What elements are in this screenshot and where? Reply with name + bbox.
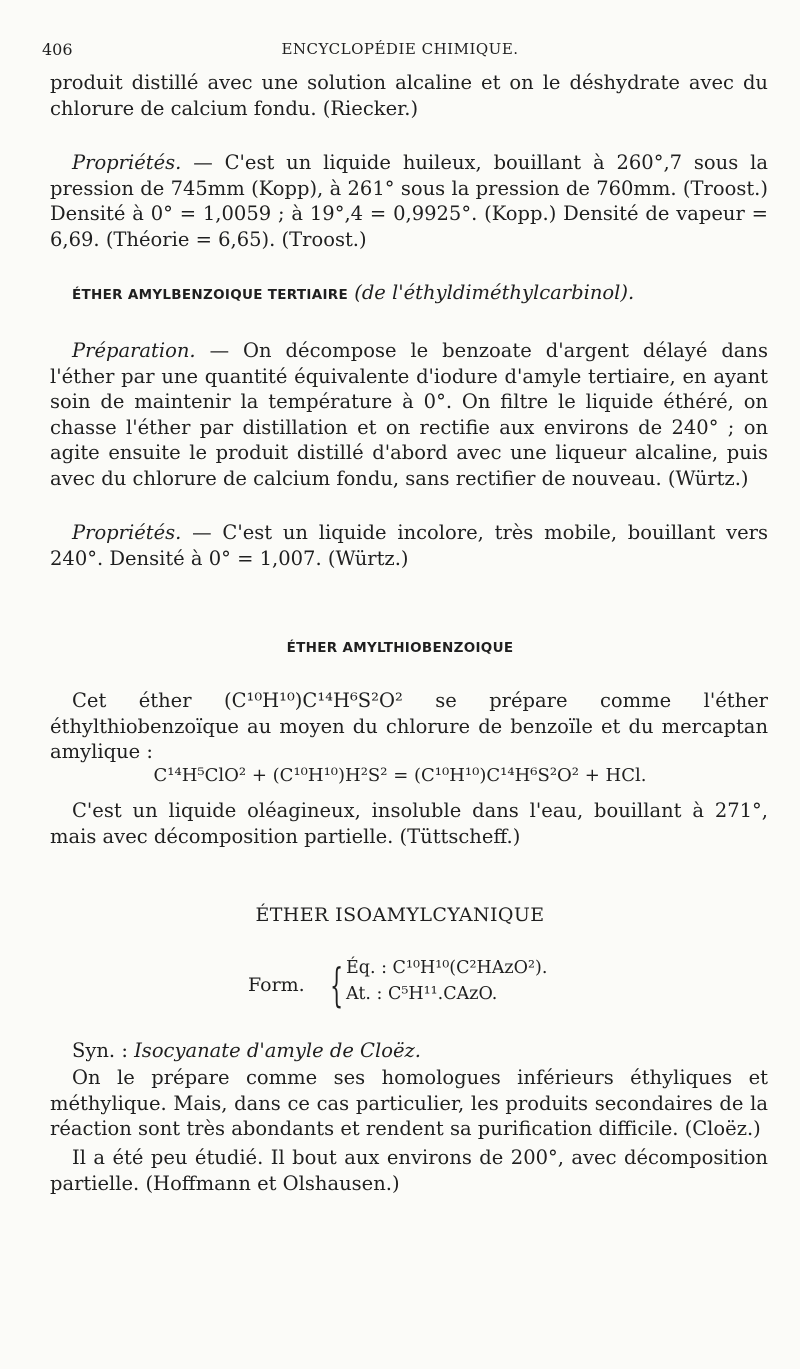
preparation-text: — On décompose le benzoate d'argent délayé dans l'éther par une quantité équivalente d'iodure d'amyle tertiaire, en ayant soin de maintenir la température à 0°. On filtre le liquide éthéré, on chasse l'éther par distillation et on rectifie aux environs de 240° ; on agite ensuite le produit distillé d'abord avec une liqueur alcaline, puis avec du chlorure de calcium fondu, sans rectifier de nouveau. (Würtz.) — [50, 339, 768, 490]
properties-paragraph-2 — [50, 520, 768, 571]
properties-label-2: Propriétés. — [72, 521, 182, 544]
section-title-amylthiobenzoique: ÉTHER AMYLTHIOBENZOIQUE — [286, 640, 514, 656]
thio-properties-text: C'est un liquide oléagineux, insoluble dans l'eau, bouillant à 271°, mais avec décomposition partielle. (Tüttscheff.) — [50, 799, 768, 848]
synonym-text: Isocyanate d'amyle de Cloëz. — [134, 1039, 421, 1062]
thio-properties-paragraph — [50, 798, 768, 849]
curly-brace: { — [330, 958, 344, 1012]
section-subtitle: (de l'éthyldiméthylcarbinol). — [354, 281, 635, 304]
formula-block — [0, 958, 800, 1014]
formula-equivalent: Éq. : C¹⁰H¹⁰(C²HAzO²). — [346, 958, 548, 978]
intro-paragraph — [50, 70, 768, 121]
running-header — [0, 40, 800, 64]
running-title: ENCYCLOPÉDIE CHIMIQUE. — [281, 40, 519, 58]
formula-atomic: At. : C⁵H¹¹.CAzO. — [346, 984, 498, 1004]
thio-text: Cet éther (C¹⁰H¹⁰)C¹⁴H⁶S²O² se prépare comme l'éther éthylthiobenzoïque au moyen du chlorure de benzoïle et du mercaptan amylique : — [50, 689, 768, 763]
section-heading-tertiary — [50, 280, 768, 309]
isoamyl-properties-text: Il a été peu étudié. Il bout aux environs de 200°, avec décomposition partielle. (Hoffmann et Olshausen.) — [50, 1146, 768, 1195]
isoamyl-properties-paragraph — [50, 1145, 768, 1196]
section-title-isoamylcyanique: ÉTHER ISOAMYLCYANIQUE — [255, 904, 545, 926]
intro-text: produit distillé avec une solution alcaline et on le déshydrate avec du chlorure de calcium fondu. (Riecker.) — [50, 71, 768, 120]
properties-paragraph-1 — [50, 150, 768, 252]
reaction-equation: C¹⁴H⁵ClO² + (C¹⁰H¹⁰)H²S² = (C¹⁰H¹⁰)C¹⁴H⁶S²O² + HCl. — [153, 765, 647, 786]
preparation-paragraph — [50, 338, 768, 491]
section-title: ÉTHER AMYLBENZOIQUE TERTIAIRE — [72, 287, 349, 303]
preparation-label: Préparation. — [72, 339, 196, 362]
page-number: 406 — [42, 40, 73, 59]
formula-label: Form. — [248, 974, 305, 996]
isoamyl-preparation-paragraph — [50, 1065, 768, 1142]
properties-text-2: — C'est un liquide incolore, très mobile, bouillant vers 240°. Densité à 0° = 1,007. (Würtz.) — [50, 521, 768, 570]
synonym-line — [50, 1038, 768, 1064]
isoamyl-preparation-text: On le prépare comme ses homologues inférieurs éthyliques et méthylique. Mais, dans ce cas particulier, les produits secondaires de la réaction sont très abondants et rendent sa purification difficile. (Cloëz.) — [50, 1066, 768, 1140]
properties-label: Propriétés. — [72, 151, 182, 174]
preparation-thio-paragraph — [50, 688, 768, 765]
properties-text: — C'est un liquide huileux, bouillant à 260°,7 sous la pression de 745mm (Kopp), à 261° sous la pression de 760mm. (Troost.) Densité à 0° = 1,0059 ; à 19°,4 = 0,9925°. (Kopp.) Densité de vapeur = 6,69. (Théorie = 6,65). (Troost.) — [50, 151, 768, 251]
synonym-prefix: Syn. : — [72, 1039, 135, 1062]
